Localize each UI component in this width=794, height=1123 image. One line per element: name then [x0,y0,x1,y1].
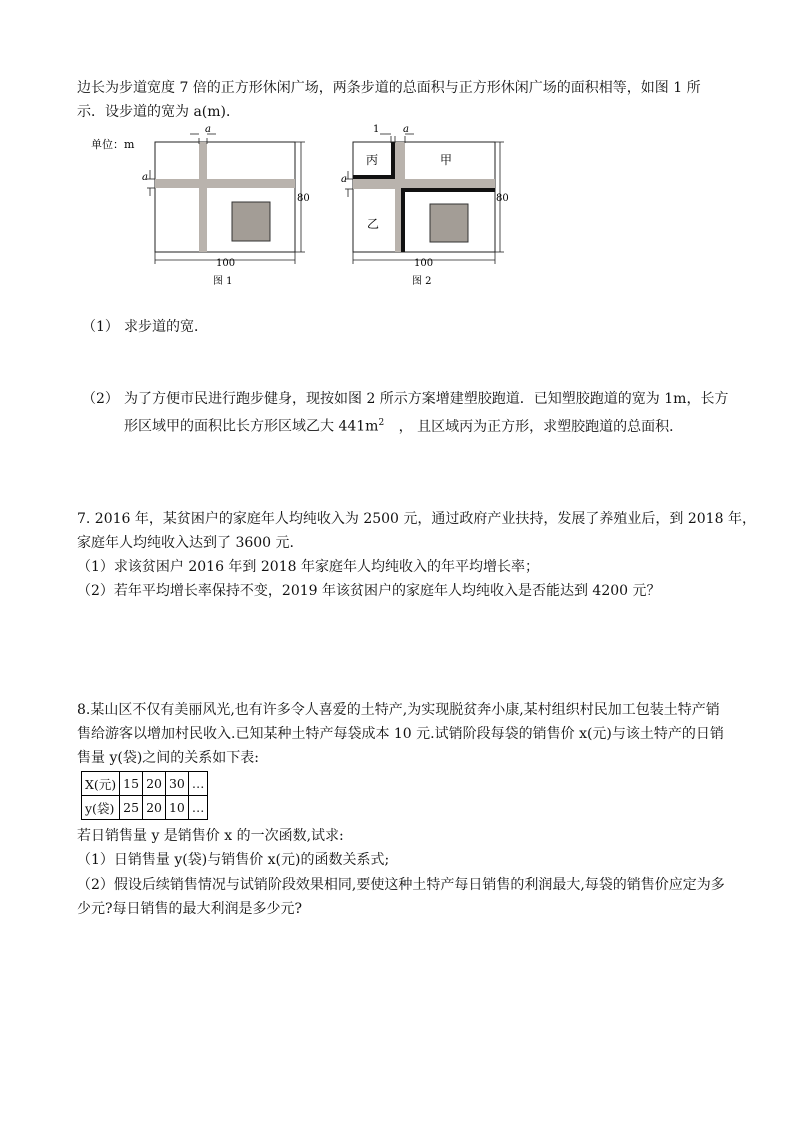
a-left-label: a [142,172,148,183]
q8-part2-line1: （2）假设后续销售情况与试销阶段效果相同,要使这种土特产每日销售的利润最大,每袋的销售价应定为多 [77,877,725,893]
width-100-label: 100 [216,258,236,269]
q7-line1: 7. 2016 年，某贫困户的家庭年人均纯收入为 2500 元，通过政府产业扶持，发展了养殖业后，到 2018 年， [77,511,756,527]
table-cell: 20 [143,772,166,796]
track-horizontal-right [401,188,495,192]
table-cell: 25 [120,796,143,820]
a-top-label-2: a [403,124,409,135]
q8-line4: 若日销售量 y 是销售价 x 的一次函数,试求: [77,828,344,844]
q8-line3: 售量 y(袋)之间的关系如下表: [77,750,259,766]
q7-line2: 家庭年人均纯收入达到了 3600 元. [77,535,294,551]
q6-part2-superscript: 2 [378,418,385,428]
square-plaza-2 [430,204,468,242]
track-vertical-lower [401,191,405,252]
table-row [82,796,208,820]
price-quantity-table [81,771,208,820]
height-80-label: 80 [297,193,310,204]
one-label: 1 [373,124,380,135]
table-row [82,772,208,796]
a-top-label: a [205,124,211,135]
q6-part2-line2-b: ， 且区域丙为正方形，求塑胶跑道的总面积． [398,418,684,435]
square-plaza [232,202,270,241]
a-left-label-2: a [341,174,347,185]
region-bing: 丙 [366,153,379,167]
vertical-walkway [199,142,207,252]
table-cell: y(袋) [82,796,120,820]
table-cell: 10 [165,796,188,820]
q8-part2-line2: 少元?每日销售的最大利润是多少元? [77,901,303,917]
figure-2 [340,122,540,292]
table-cell: 20 [143,796,166,820]
figure-1-caption: 图 1 [213,276,233,287]
q6-part1-number: （1） [82,319,119,335]
figure-1 [85,122,325,292]
q6-part2-number: （2） [82,391,119,407]
region-yi: 乙 [367,217,380,231]
unit-label: 单位：m [91,138,135,151]
track-horizontal-left [353,175,395,179]
intro-line-1: 边长为步道宽度 7 倍的正方形休闲广场，两条步道的总面积与正方形休闲广场的面积相等，如图 1 所 [77,80,701,96]
q8-line2: 售给游客以增加村民收入.已知某种土特产每袋成本 10 元.试销阶段每袋的销售价 x(元)与该土特产的日销 [77,726,724,742]
table-cell: … [188,772,208,796]
q6-part2-line1: 为了方便市民进行跑步健身，现按如图 2 所示方案增建塑胶跑道．已知塑胶跑道的宽为 1m，长方 [124,391,729,407]
q6-part2-line2 [124,413,683,437]
table-cell: 15 [120,772,143,796]
width-100-label-2: 100 [414,258,434,269]
q7-part1: （1）求该贫困户 2016 年到 2018 年家庭年人均纯收入的年平均增长率； [77,559,539,575]
field-rectangle [155,142,295,252]
horizontal-walkway [155,179,295,188]
region-jia: 甲 [440,153,453,167]
figure-2-caption: 图 2 [412,276,432,287]
q6-part2-line2-a: 形区域甲的面积比长方形区域乙大 441m [124,418,379,435]
intro-line-2: 示．设步道的宽为 a(m)． [77,104,240,120]
q8-line1: 8.某山区不仅有美丽风光,也有许多令人喜爱的土特产,为实现脱贫奔小康,某村组织村民加工包装土特产销 [77,702,720,718]
table-cell: 30 [165,772,188,796]
q6-part1-text: 求步道的宽． [124,319,208,335]
q8-part1: （1）日销售量 y(袋)与销售价 x(元)的函数关系式; [77,852,390,868]
horizontal-walkway-2 [353,179,495,189]
height-80-label-2: 80 [496,193,509,204]
table-cell: X(元) [82,772,120,796]
q7-part2: （2）若年平均增长率保持不变，2019 年该贫困户的家庭年人均纯收入是否能达到 4200 元？ [77,583,661,599]
table-cell: … [188,796,208,820]
